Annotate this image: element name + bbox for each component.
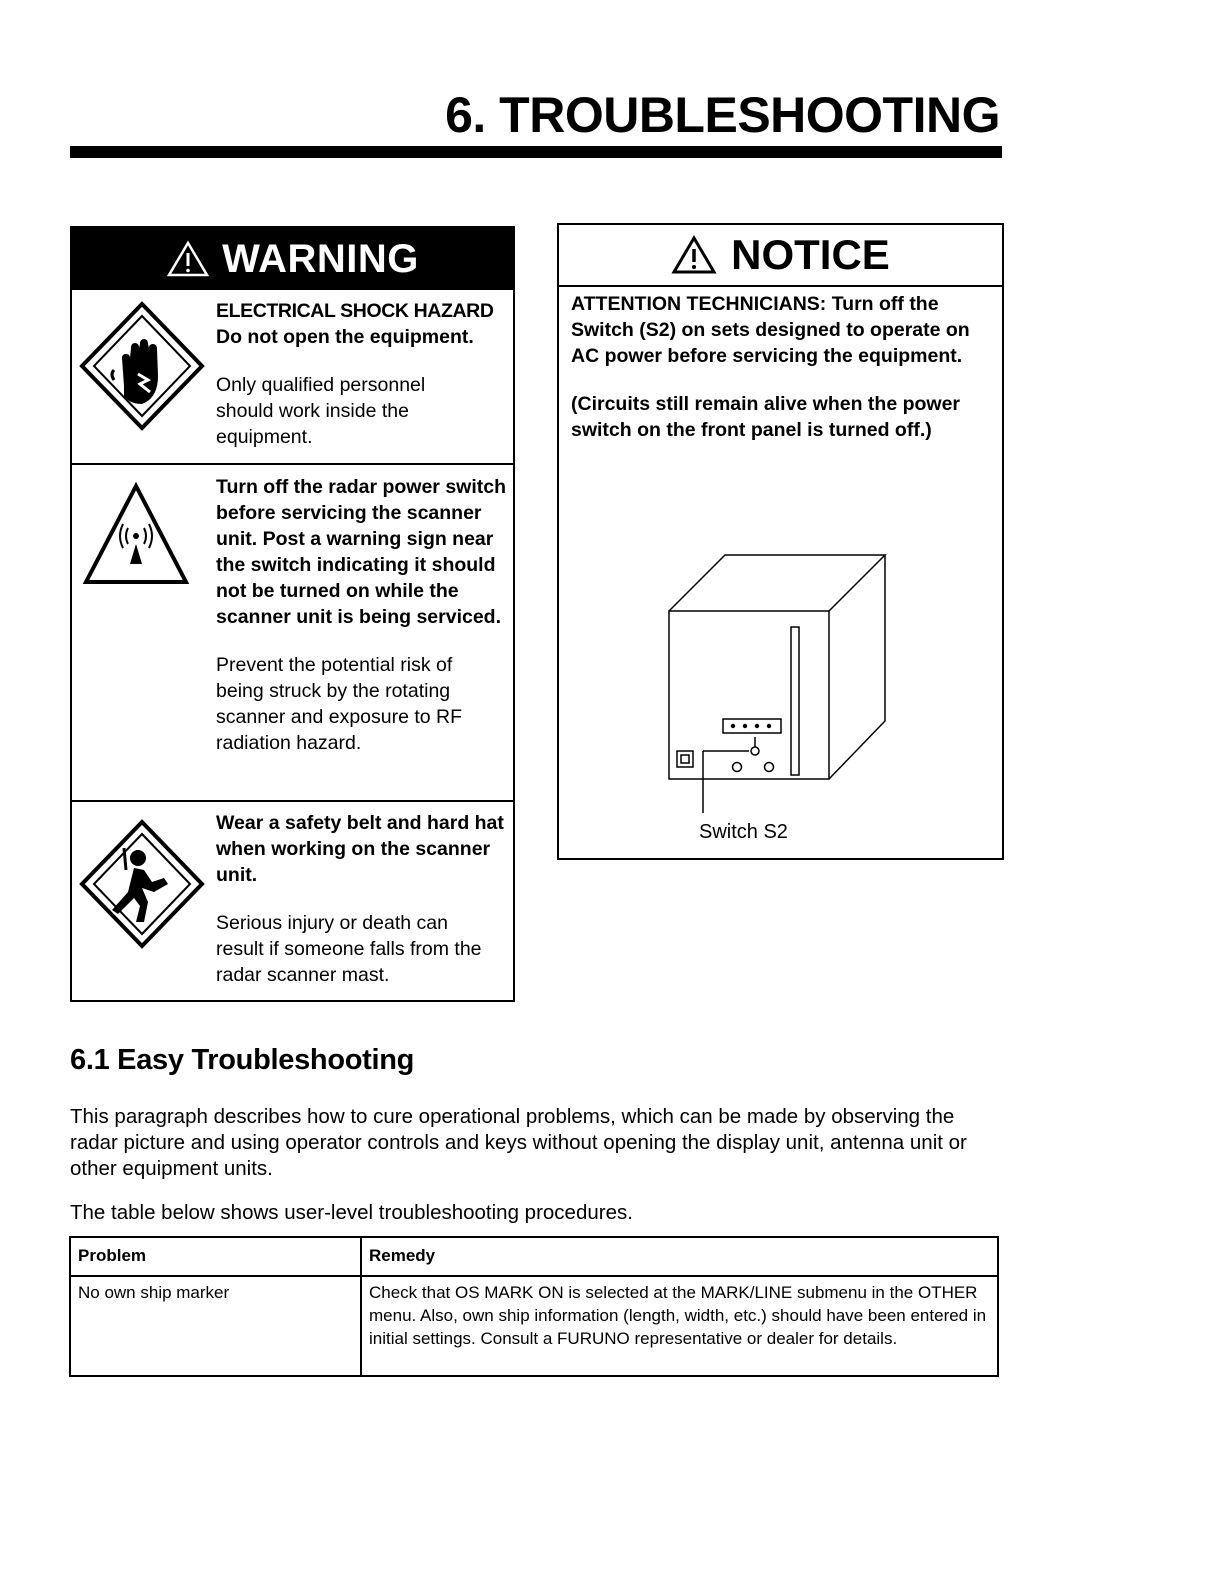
warning-divider-2 bbox=[72, 800, 513, 802]
switch-s2-caption: Switch S2 bbox=[699, 821, 788, 843]
warning-section-1-heading-line1: ELECTRICAL SHOCK HAZARD bbox=[216, 300, 494, 322]
warning-section-1-text bbox=[216, 298, 510, 450]
warning-section-1-body: Only qualified personnel should work inside the equipment. bbox=[216, 374, 426, 448]
warning-header bbox=[72, 228, 513, 290]
notice-triangle-icon bbox=[671, 235, 717, 275]
remedy-cell: Check that OS MARK ON is selected at the MARK/LINE submenu in the OTHER menu. Also, own ship information (length, width, etc.) should have been entered in initial settings. Consult a FURUNO representative or dealer for details. bbox=[361, 1276, 998, 1376]
notice-text bbox=[571, 291, 1001, 443]
header-problem: Problem bbox=[70, 1237, 361, 1276]
electrical-shock-icon bbox=[78, 300, 206, 432]
notice-title: NOTICE bbox=[731, 231, 890, 278]
warning-triangle-icon bbox=[166, 240, 210, 278]
warning-section-2-body: Prevent the potential risk of being struck by the rotating scanner and exposure to RF radiation hazard. bbox=[216, 654, 463, 754]
troubleshooting-table bbox=[69, 1236, 999, 1377]
chapter-rule bbox=[70, 146, 1002, 158]
fall-hazard-icon bbox=[78, 818, 206, 950]
warning-title: WARNING bbox=[222, 236, 419, 281]
warning-section-3-text bbox=[216, 810, 510, 988]
table-row bbox=[70, 1276, 998, 1376]
table-header-row bbox=[70, 1237, 998, 1276]
warning-section-1-heading-line2: Do not open the equipment. bbox=[216, 326, 474, 348]
intro-paragraph: This paragraph describes how to cure operational problems, which can be made by observing the radar picture and using operator controls and keys without opening the display unit, antenna unit or other equipment units. bbox=[70, 1105, 967, 1180]
warning-box bbox=[70, 226, 515, 1002]
warning-divider-1 bbox=[72, 463, 513, 465]
notice-para-1: ATTENTION TECHNICIANS: Turn off the Switch (S2) on sets designed to operate on AC power before servicing the equipment. bbox=[571, 293, 970, 367]
table-intro: The table below shows user-level troubleshooting procedures. bbox=[70, 1201, 633, 1224]
notice-header bbox=[559, 225, 1002, 287]
problem-cell: No own ship marker bbox=[70, 1276, 361, 1376]
chapter-title: 6. TROUBLESHOOTING bbox=[445, 87, 1000, 143]
notice-para-2: (Circuits still remain alive when the power switch on the front panel is turned off.) bbox=[571, 393, 961, 441]
section-heading: 6.1 Easy Troubleshooting bbox=[70, 1044, 415, 1076]
rf-radiation-icon bbox=[82, 482, 190, 588]
warning-section-2-heading: Turn off the radar power switch before servicing the scanner unit. Post a warning sign near the switch indicating it should not be turned on while the scanner unit is being serviced. bbox=[216, 476, 506, 628]
switch-unit-diagram bbox=[659, 551, 899, 821]
warning-section-3-body: Serious injury or death can result if someone falls from the radar scanner mast. bbox=[216, 912, 482, 986]
notice-box bbox=[557, 223, 1004, 860]
warning-section-2-text bbox=[216, 474, 510, 756]
header-remedy: Remedy bbox=[361, 1237, 998, 1276]
warning-section-3-heading: Wear a safety belt and hard hat when working on the scanner unit. bbox=[216, 812, 504, 886]
